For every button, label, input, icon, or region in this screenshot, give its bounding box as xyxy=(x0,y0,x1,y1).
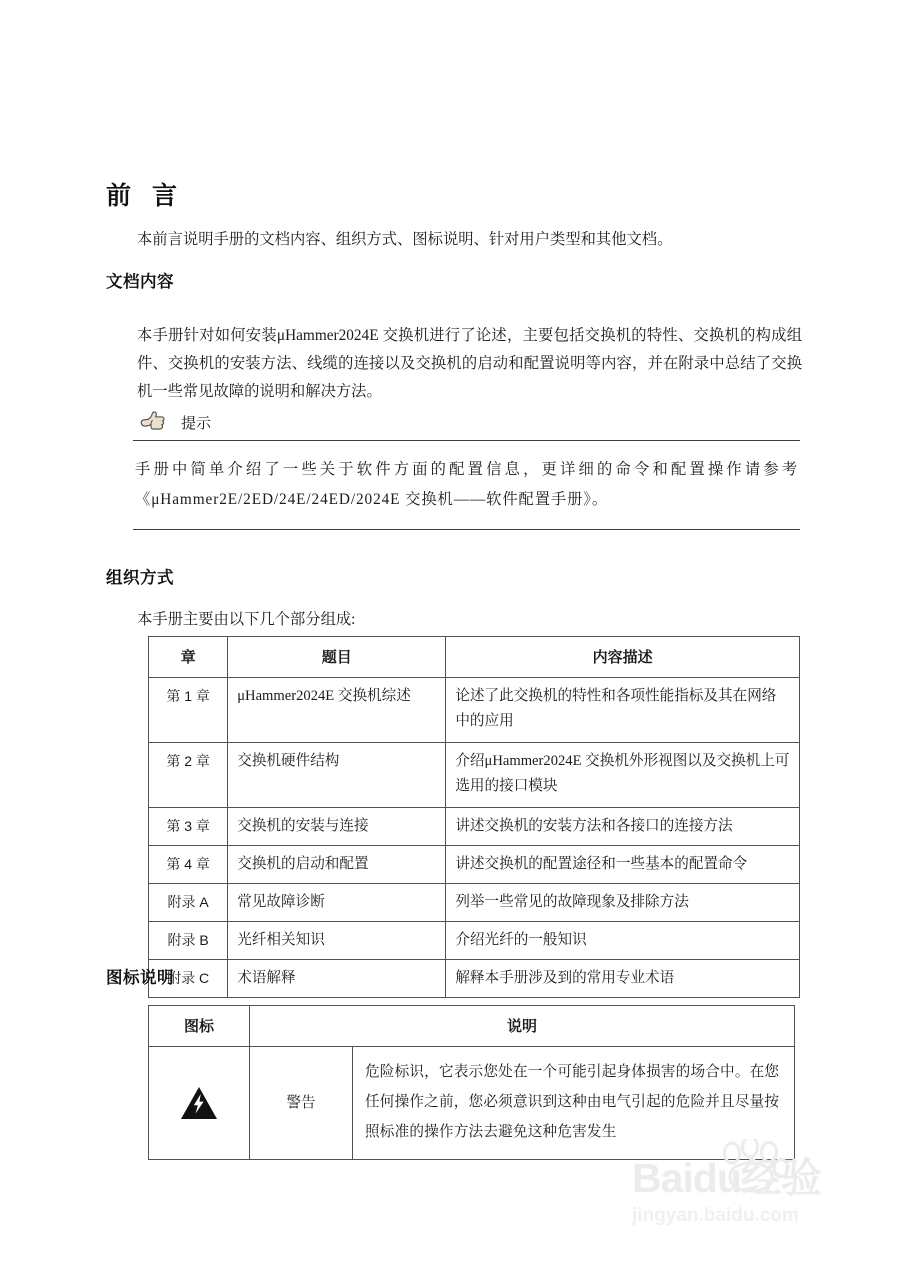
description-cell: 解释本手册涉及到的常用专业术语 xyxy=(446,960,800,998)
icon-legend-table xyxy=(148,1005,795,1160)
section-heading-organization: 组织方式 xyxy=(106,569,174,587)
description-cell: 介绍μHammer2024E 交换机外形视图以及交换机上可选用的接口模块 xyxy=(446,743,800,808)
table-row xyxy=(149,1047,795,1160)
table-header-row xyxy=(149,1006,795,1047)
pointing-hand-icon xyxy=(139,410,169,434)
section-heading-doc-content: 文档内容 xyxy=(106,273,174,291)
section-heading-icon-desc: 图标说明 xyxy=(106,969,174,987)
column-header-description: 内容描述 xyxy=(446,637,800,678)
doc-content-paragraph: 本手册针对如何安装μHammer2024E 交换机进行了论述，主要包括交换机的特性、交换机的构成组件、交换机的安装方法、线缆的连接以及交换机的启动和配置说明等内容，并在附录中总结了交换机一些常见故障的说明和解决方法。 xyxy=(137,327,802,400)
chapter-cell: 附录 B xyxy=(149,922,228,960)
description-cell: 列举一些常见的故障现象及排除方法 xyxy=(446,884,800,922)
icon-name-cell: 警告 xyxy=(250,1047,353,1160)
tip-body-text: 手册中简单介绍了一些关于软件方面的配置信息，更详细的命令和配置操作请参考《μHammer2E/2ED/24E/24ED/2024E 交换机——软件配置手册》。 xyxy=(135,461,798,508)
title-cell: 交换机的安装与连接 xyxy=(228,808,446,846)
column-header-chapter: 章 xyxy=(149,637,228,678)
column-header-explanation: 说明 xyxy=(250,1006,795,1047)
table-header-row xyxy=(149,637,800,678)
chapter-cell: 第 2 章 xyxy=(149,743,228,808)
title-cell: 常见故障诊断 xyxy=(228,884,446,922)
column-header-title: 题目 xyxy=(228,637,446,678)
watermark-brand-latin: Baidu xyxy=(632,1155,741,1201)
table-row xyxy=(149,960,800,998)
title-cell: 交换机硬件结构 xyxy=(228,743,446,808)
title-cell: 光纤相关知识 xyxy=(228,922,446,960)
watermark-url: jingyan.baidu.com xyxy=(632,1205,799,1226)
organization-paragraph: 本手册主要由以下几个部分组成: xyxy=(137,611,356,628)
watermark-brand-cn: 经验 xyxy=(740,1155,821,1201)
description-cell: 讲述交换机的安装方法和各接口的连接方法 xyxy=(446,808,800,846)
chapter-cell: 第 1 章 xyxy=(149,678,228,743)
chapter-cell: 第 3 章 xyxy=(149,808,228,846)
chapter-cell: 第 4 章 xyxy=(149,846,228,884)
warning-lightning-triangle-icon xyxy=(179,1085,219,1121)
icon-cell xyxy=(149,1047,250,1160)
table-row xyxy=(149,884,800,922)
chapter-cell: 附录 C xyxy=(149,960,228,998)
title-cell: 交换机的启动和配置 xyxy=(228,846,446,884)
title-cell: μHammer2024E 交换机综述 xyxy=(228,678,446,743)
page-title: 前 言 xyxy=(106,182,184,210)
watermark-brand xyxy=(632,1155,882,1201)
table-row xyxy=(149,922,800,960)
description-cell: 介绍光纤的一般知识 xyxy=(446,922,800,960)
title-cell: 术语解释 xyxy=(228,960,446,998)
chapter-cell: 附录 A xyxy=(149,884,228,922)
watermark xyxy=(632,1155,882,1255)
description-cell: 讲述交换机的配置途径和一些基本的配置命令 xyxy=(446,846,800,884)
table-row xyxy=(149,743,800,808)
tip-header xyxy=(133,404,800,440)
description-cell: 论述了此交换机的特性和各项性能指标及其在网络中的应用 xyxy=(446,678,800,743)
tip-label: 提示 xyxy=(181,414,212,432)
table-row xyxy=(149,678,800,743)
tip-callout xyxy=(133,404,800,530)
column-header-icon: 图标 xyxy=(149,1006,250,1047)
icon-explanation-cell: 危险标识，它表示您处在一个可能引起身体损害的场合中。在您任何操作之前，您必须意识到这种由电气引起的危险并且尽量按照标准的操作方法去避免这种危害发生 xyxy=(353,1047,795,1160)
table-row xyxy=(149,846,800,884)
chapter-overview-table xyxy=(148,636,800,998)
intro-paragraph: 本前言说明手册的文档内容、组织方式、图标说明、针对用户类型和其他文档。 xyxy=(137,231,673,248)
tip-rule-bottom xyxy=(133,529,800,530)
table-row xyxy=(149,808,800,846)
